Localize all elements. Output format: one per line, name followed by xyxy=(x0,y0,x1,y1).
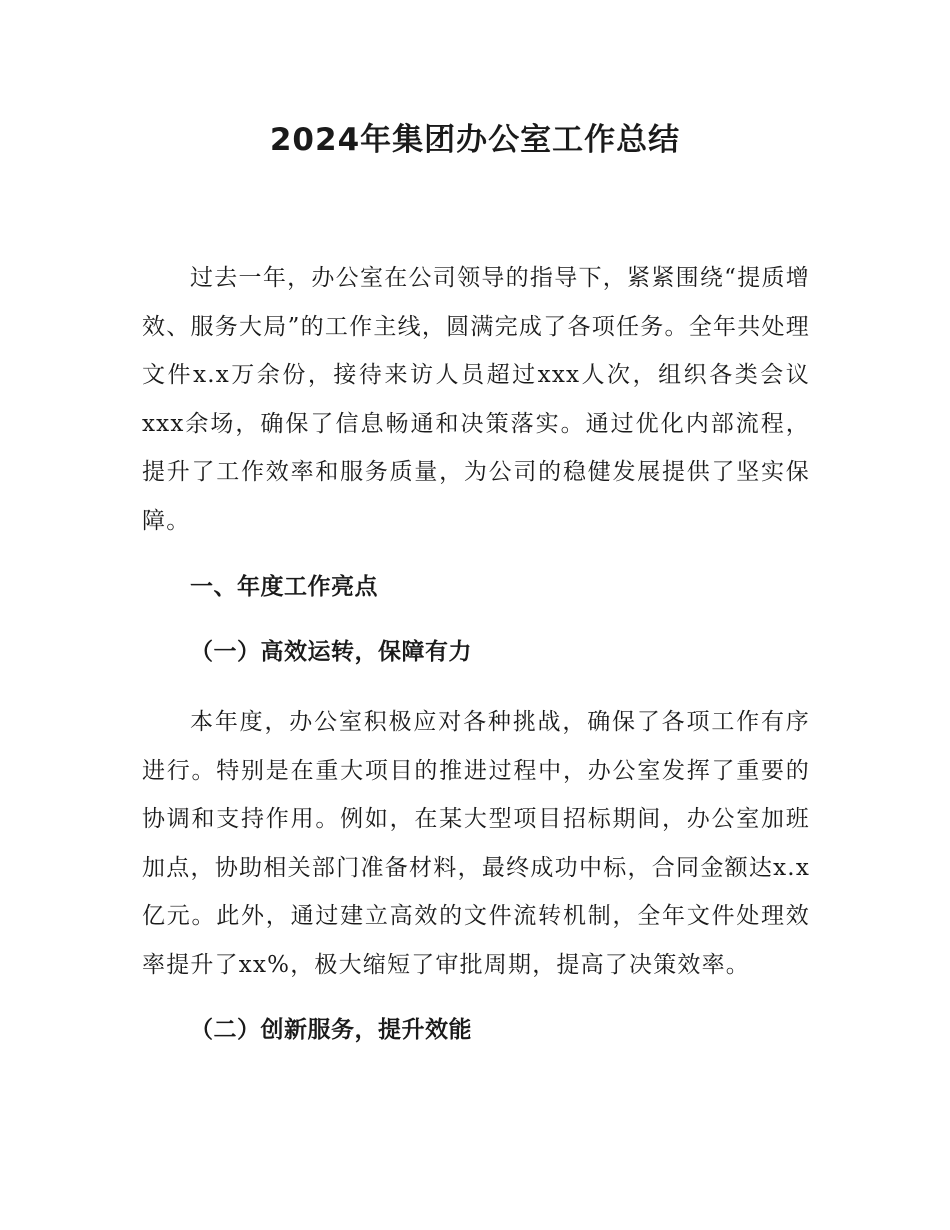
document-title: 2024年集团办公室工作总结 xyxy=(269,122,681,158)
subsection-heading-innovative-service: （二）创新服务，提升效能 xyxy=(190,1017,472,1043)
subsection-body-efficient-operation: 本年度，办公室积极应对各种挑战，确保了各项工作有序进行。特别是在重大项目的推进过程中，办公室发挥了重要的协调和支持作用。例如，在某大型项目招标期间，办公室加班加点，协助相关部门准备材料，最终成功中标，合同金额达x.x亿元。此外，通过建立高效的文件流转机制，全年文件处理效率提升了xx%，极大缩短了审批周期，提高了决策效率。 xyxy=(142,709,810,978)
subsection-heading-efficient-operation: （一）高效运转，保障有力 xyxy=(190,639,472,665)
intro-paragraph: 过去一年，办公室在公司领导的指导下，紧紧围绕“提质增效、服务大局”的工作主线，圆满完成了各项任务。全年共处理文件x.x万余份，接待来访人员超过xxx人次，组织各类会议xxx余场，确保了信息畅通和决策落实。通过优化内部流程，提升了工作效率和服务质量，为公司的稳健发展提供了坚实保障。 xyxy=(142,265,810,534)
section-heading-highlights: 一、年度工作亮点 xyxy=(190,574,378,600)
